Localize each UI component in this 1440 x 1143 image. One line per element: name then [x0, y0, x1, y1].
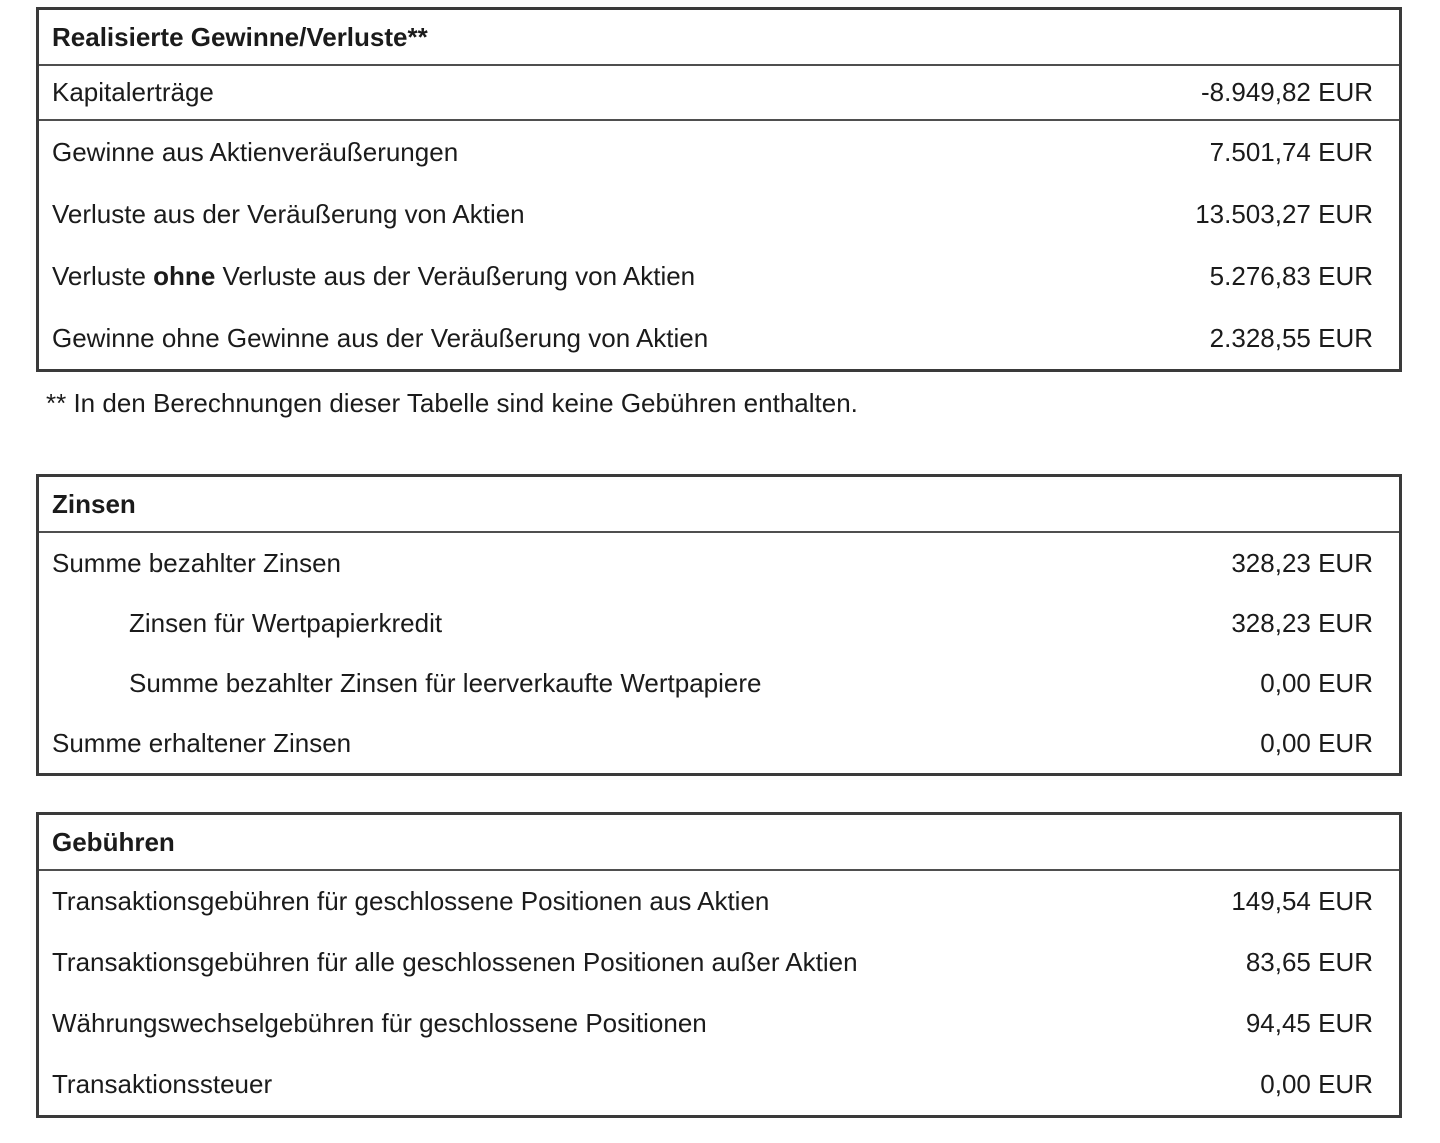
fees-table-body	[39, 871, 1399, 1115]
table-row-summe-erhaltener-zinsen	[39, 713, 1399, 773]
interest-table-header	[39, 477, 1399, 533]
row-value: 5.276,83 EUR	[1209, 260, 1373, 291]
interest-table-body	[39, 533, 1399, 773]
row-label: Transaktionsgebühren für alle geschlossenen Positionen außer Aktien	[52, 947, 858, 977]
row-label: Zinsen für Wertpapierkredit	[129, 607, 443, 638]
row-value: 149,54 EUR	[1231, 886, 1373, 916]
realized-gains-table	[36, 7, 1402, 372]
row-label: Summe bezahlter Zinsen	[52, 547, 342, 578]
row-value: 328,23 EUR	[1231, 547, 1373, 578]
table-row-verluste-ohne-aktien	[39, 245, 1399, 307]
realized-gains-table-header	[39, 10, 1399, 66]
row-label: Summe erhaltener Zinsen	[52, 727, 352, 758]
row-label: Transaktionssteuer	[52, 1069, 273, 1099]
row-label: Gewinne ohne Gewinne aus der Veräußerung von Aktien	[52, 322, 709, 353]
fees-table	[36, 812, 1402, 1118]
row-label: Verluste aus der Veräußerung von Aktien	[52, 198, 525, 229]
row-value: 328,23 EUR	[1231, 607, 1373, 638]
table-row-summe-bezahlter-zinsen	[39, 533, 1399, 593]
table-row-gewinne-ohne-aktien	[39, 307, 1399, 369]
realized-gains-table-body	[39, 121, 1399, 369]
table-row-transaktionsgebuehren-ausser-aktien	[39, 932, 1399, 993]
table-row-transaktionssteuer	[39, 1054, 1399, 1115]
fees-table-header	[39, 815, 1399, 871]
row-value: 0,00 EUR	[1260, 667, 1373, 698]
row-label: Währungswechselgebühren für geschlossene Positionen	[52, 1008, 707, 1038]
row-label: Verluste ohne Verluste aus der Veräußerung von Aktien	[52, 260, 696, 291]
table-row-kapitalertraege	[39, 66, 1399, 121]
row-label: Gewinne aus Aktienveräußerungen	[52, 136, 459, 167]
table-row-zinsen-wertpapierkredit	[39, 593, 1399, 653]
row-label: Kapitalerträge	[52, 77, 214, 107]
row-value: -8.949,82 EUR	[1201, 77, 1373, 107]
row-label: Summe bezahlter Zinsen für leerverkaufte Wertpapiere	[129, 667, 762, 698]
row-value: 2.328,55 EUR	[1209, 322, 1373, 353]
row-value: 0,00 EUR	[1260, 727, 1373, 758]
table-row-transaktionsgebuehren-aktien	[39, 871, 1399, 932]
row-value: 13.503,27 EUR	[1195, 198, 1373, 229]
table-header-label: Zinsen	[52, 488, 136, 519]
row-value: 83,65 EUR	[1245, 947, 1373, 977]
interest-table	[36, 474, 1402, 776]
row-value: 7.501,74 EUR	[1209, 136, 1373, 167]
footnote: ** In den Berechnungen dieser Tabelle sind keine Gebühren enthalten.	[46, 388, 858, 418]
row-value: 0,00 EUR	[1260, 1069, 1373, 1099]
table-row-zinsen-leerverkauf	[39, 653, 1399, 713]
row-label: Transaktionsgebühren für geschlossene Positionen aus Aktien	[52, 886, 770, 916]
table-row-gewinne-aktien	[39, 121, 1399, 183]
row-label-bold: ohne	[153, 260, 216, 291]
table-row-verluste-aktien	[39, 183, 1399, 245]
table-header-label: Realisierte Gewinne/Verluste**	[52, 21, 428, 52]
table-header-label: Gebühren	[52, 826, 175, 857]
row-value: 94,45 EUR	[1245, 1008, 1373, 1038]
table-row-waehrungswechselgebuehren	[39, 993, 1399, 1054]
